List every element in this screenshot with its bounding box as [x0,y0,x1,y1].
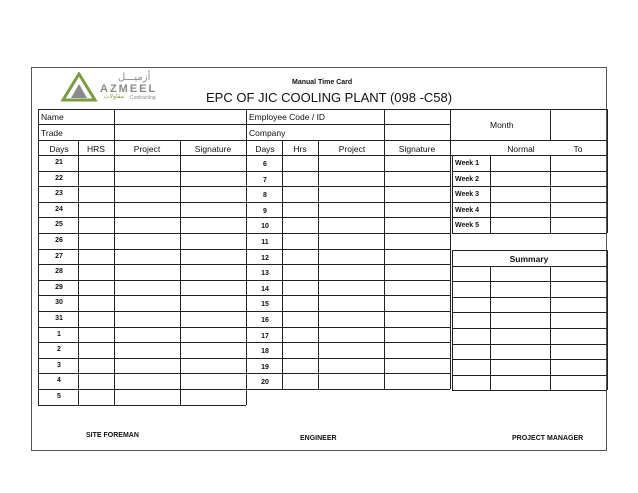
grid-v-line [246,140,247,405]
grid-h-line [38,233,246,234]
day-left-label: 4 [57,377,61,385]
day-left-label: 31 [55,315,63,322]
day-right-label: 16 [261,317,269,324]
grid-h-line [246,264,450,265]
grid-v-line [452,155,453,233]
project-manager-label: PROJECT MANAGER [512,435,584,442]
day-right-label: 10 [261,223,269,231]
grid-h-line [38,280,246,281]
grid-h-line [246,327,450,328]
day-left-label: 26 [55,237,63,244]
grid-h-line [38,249,246,250]
grid-h-line [38,109,607,110]
grid-v-line [490,155,491,233]
day-right-label: 14 [261,285,269,293]
grid-v-line [450,155,451,389]
grid-h-line [38,405,246,406]
page-title: EPC OF JIC COOLING PLANT (098 -C58) [206,90,453,105]
day-right-label: 11 [261,239,269,246]
week-label: Week 2 [455,175,479,183]
grid-h-line [38,217,246,218]
grid-h-line [452,171,607,172]
grid-h-line [38,186,246,187]
grid-v-line [607,155,608,233]
week-label: Week 4 [455,206,479,214]
day-left-label: 24 [55,205,63,213]
site-foreman-label: SITE FOREMAN [86,432,139,439]
grid-h-line [38,373,246,374]
grid-h-line [452,312,607,313]
grid-v-line [114,140,115,405]
grid-v-line [490,266,491,390]
grid-h-line [246,171,450,172]
grid-v-line [246,109,247,140]
grid-h-line [452,155,607,156]
col-days-right: Days [255,144,275,154]
grid-h-line [38,311,246,312]
card-label: Manual Time Card [292,79,353,86]
logo-arabic: أزميـــل [118,72,151,83]
day-right-label: 19 [261,363,269,371]
col-signature-right: Signature [398,144,436,154]
grid-h-line [38,171,246,172]
day-left-label: 5 [57,393,61,400]
day-right-label: 17 [261,332,269,340]
month-label: Month [490,120,514,130]
grid-v-line [384,140,385,389]
grid-v-line [114,109,115,140]
grid-h-line [246,342,450,343]
grid-h-line [452,202,607,203]
grid-h-line [38,264,246,265]
day-left-label: 1 [57,330,61,338]
grid-h-line [246,186,450,187]
grid-v-line [180,140,181,405]
grid-h-line [452,359,607,360]
day-right-label: 9 [263,207,267,215]
grid-h-line [38,389,246,390]
employee-code-label: Employee Code / ID [249,112,326,122]
grid-v-line [78,140,79,405]
day-right-label: 18 [261,348,269,356]
summary-label: Summary [509,254,549,264]
day-left-label: 2 [57,346,61,354]
grid-v-line [384,109,385,140]
col-project-right: Project [338,144,366,154]
day-left-label: 28 [55,268,63,276]
logo-text: AZMEEL [100,83,158,95]
day-left-label: 3 [57,361,61,369]
day-left-label: 21 [55,159,63,166]
grid-h-line [246,233,450,234]
grid-h-line [452,186,607,187]
col-to: To [573,144,583,154]
grid-v-line [550,266,551,390]
grid-h-line [452,297,607,298]
col-hrs-right: Hrs [293,144,307,154]
col-project-left: Project [133,144,161,154]
day-left-label: 30 [55,299,63,307]
week-label: Week 5 [455,222,479,230]
day-right-label: 8 [263,192,267,200]
grid-h-line [246,217,450,218]
company-logo [60,72,170,104]
grid-h-line [246,295,450,296]
grid-h-line [452,344,607,345]
grid-h-line [246,202,450,203]
grid-h-line [452,328,607,329]
grid-h-line [38,155,246,156]
grid-h-line [246,311,450,312]
day-left-label: 29 [55,283,63,291]
grid-v-line [318,140,319,389]
grid-v-line [38,140,39,405]
col-hrs-left: HRS [87,144,105,154]
grid-h-line [38,124,450,125]
grid-h-line [452,233,607,234]
grid-h-line [38,358,246,359]
grid-v-line [550,109,551,140]
grid-h-line [38,140,607,141]
day-left-label: 27 [55,252,63,260]
day-right-label: 13 [261,270,269,278]
day-left-label: 23 [55,190,63,198]
day-left-label: 25 [55,221,63,229]
col-signature-left: Signature [194,144,232,154]
grid-h-line [452,281,607,282]
grid-h-line [452,266,607,267]
grid-h-line [246,389,450,390]
day-right-label: 15 [261,301,269,309]
grid-h-line [452,250,607,251]
grid-h-line [452,390,607,391]
grid-v-line [452,250,453,390]
grid-h-line [246,280,450,281]
grid-h-line [38,295,246,296]
col-normal: Normal [507,144,535,154]
grid-h-line [246,249,450,250]
day-right-label: 6 [263,161,267,168]
grid-h-line [246,373,450,374]
grid-v-line [607,250,608,390]
day-right-label: 12 [261,254,269,262]
week-label: Week 3 [455,191,479,199]
grid-h-line [38,327,246,328]
grid-h-line [246,155,450,156]
engineer-label: ENGINEER [300,435,337,442]
company-label: Company [249,128,286,138]
grid-h-line [38,202,246,203]
week-label: Week 1 [455,160,479,167]
day-right-label: 7 [263,176,267,184]
azmeel-logo-icon [60,72,98,102]
grid-v-line [607,109,608,155]
day-left-label: 22 [55,174,63,182]
grid-h-line [246,358,450,359]
day-right-label: 20 [261,379,269,387]
logo-sub: Contracting [130,95,156,101]
grid-h-line [38,342,246,343]
logo-sub-arabic: مقاولات [104,94,125,100]
grid-v-line [282,140,283,389]
grid-v-line [550,155,551,233]
grid-v-line [450,109,451,140]
grid-h-line [452,217,607,218]
name-label: Name [41,112,64,122]
col-days-left: Days [49,144,69,154]
trade-label: Trade [41,128,63,138]
grid-h-line [452,375,607,376]
